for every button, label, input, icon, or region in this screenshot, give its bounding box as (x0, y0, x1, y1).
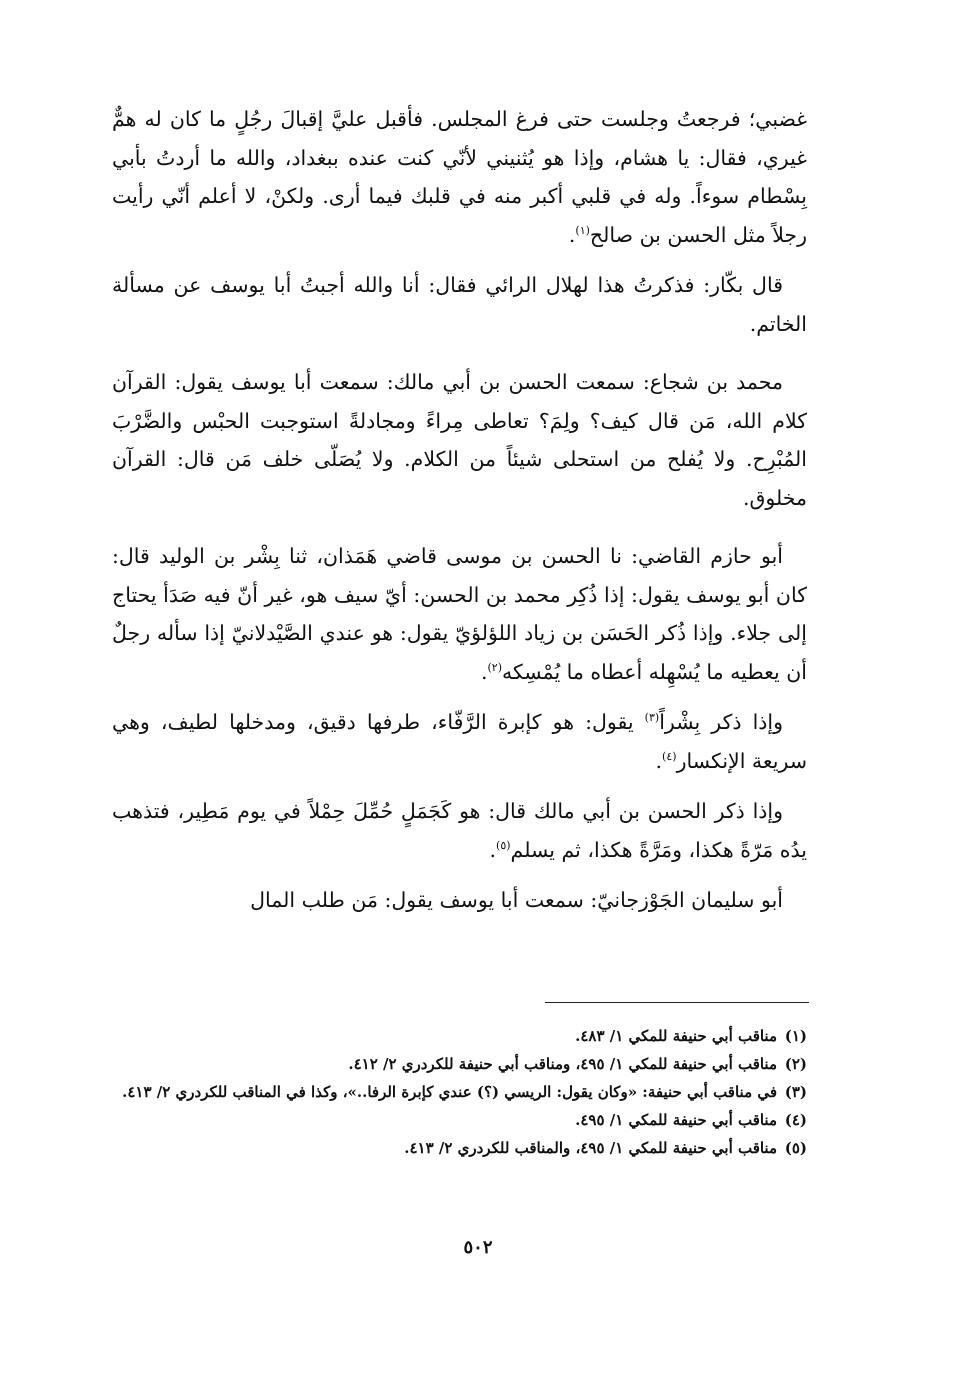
footnote-reference[interactable]: (٥) (496, 838, 511, 852)
footnote-text: مناقب أبي حنيفة للمكي ١/ ٤٩٥، والمناقب للكردري ٢/ ٤١٣. (404, 1139, 777, 1157)
footnote-text: مناقب أبي حنيفة للمكي ١/ ٤٨٣. (575, 1027, 777, 1045)
footnote-number: (١) (784, 1027, 807, 1045)
footnote-reference[interactable]: (٤) (662, 749, 677, 763)
footnote-number: (٢) (784, 1055, 807, 1073)
paragraph: أبو حازم القاضي: نا الحسن بن موسى قاضي هَمَذان، ثنا بِشْر بن الوليد قال: كان أبو يوسف يقول: إذا ذُكِر محمد بن الحسن: أيّ سيف هو، غير أنّ فيه صَدَأ يحتاج إلى جلاء. وإذا ذُكر الحَسَن بن زياد اللؤلؤيّ يقول: هو عندي الصَّيْدلانيّ إذا سأله رجلٌ أن يعطيه ما يُسْهِله أعطاه ما يُمْسِكه$^{(٢)}$. (112, 544, 807, 684)
footnote-text: في مناقب أبي حنيفة: «وكان يقول: الريسي (؟) عندي كإبرة الرفا..»، وكذا في المناقب للكردري ٢/ ٤١٣. (122, 1083, 777, 1101)
paragraph: محمد بن شجاع: سمعت الحسن بن أبي مالك: سمعت أبا يوسف يقول: القرآن كلام الله، مَن قال كيف؟ ولِمَ؟ تعاطى مِراءً ومجادلةً استوجبت الحبْس والضَّرْبَ المُبْرِح. ولا يُفلح من استحلى شيئاً من الكلام. ولا يُصَلّى خلف مَن قال: القرآن مخلوق. (112, 370, 807, 510)
footnote (112, 1022, 807, 1050)
footnote-number: (٤) (784, 1111, 807, 1129)
footnote (112, 1078, 807, 1106)
paragraph: وإذا ذكر الحسن بن أبي مالك قال: هو كَجَمَلٍ حُمِّلَ حِمْلاً في يوم مَطِير، فتذهب يدُه مَرّةً هكذا، ومَرَّةً هكذا، ثم يسلم$^{(٥)}$. (112, 799, 807, 862)
footnote-reference[interactable]: (٣) (644, 711, 660, 725)
page-number: ٥٠٢ (463, 1237, 493, 1258)
footnote-reference[interactable]: (١) (575, 223, 590, 237)
main-text (112, 100, 807, 932)
footnote (112, 1050, 807, 1078)
footnote-number: (٣) (784, 1083, 807, 1101)
footnote (112, 1134, 807, 1162)
paragraph: وإذا ذكر بِشْراً$^{(٣)}$ يقول: هو كإبرة الرَّفّاء، طرفها دقيق، ومدخلها لطيف، وهي سريعة الإنكسار$^{(٤)}$. (112, 710, 807, 773)
footnotes (112, 1022, 807, 1162)
footnote (112, 1106, 807, 1134)
footnote-text: مناقب أبي حنيفة للمكي ١/ ٤٩٥، ومناقب أبي حنيفة للكردري ٢/ ٤١٢. (348, 1055, 777, 1073)
paragraph: أبو سليمان الجَوْزجانيّ: سمعت أبا يوسف يقول: مَن طلب المال (250, 888, 783, 912)
paragraph: غضبي؛ فرجعتُ وجلست حتى فرغ المجلس. فأقبل عليَّ إقبالَ رجُلٍ ما كان له همٌّ غيري، فقال: يا هشام، وإذا هو يُثنيني لأنّي كنت عنده ببغداد، والله ما أردتُ بأبي بِسْطام سوءاً. وله في قلبي أكبر منه في قلبك فيما أرى. ولكنْ، لا أعلم أنّي رأيت رجلاً مثل الحسن بن صالح$^{(١)}$. (112, 107, 807, 247)
footnote-text: مناقب أبي حنيفة للمكي ١/ ٤٩٥. (575, 1111, 777, 1129)
footnote-reference[interactable]: (٢) (487, 660, 502, 674)
footnote-number: (٥) (784, 1139, 807, 1157)
paragraph: قال بكّار: فذكرتُ هذا لهلال الرائي فقال: أنا والله أجبتُ أبا يوسف عن مسألة الخاتم. (112, 273, 807, 336)
footnote-separator (545, 1002, 809, 1003)
